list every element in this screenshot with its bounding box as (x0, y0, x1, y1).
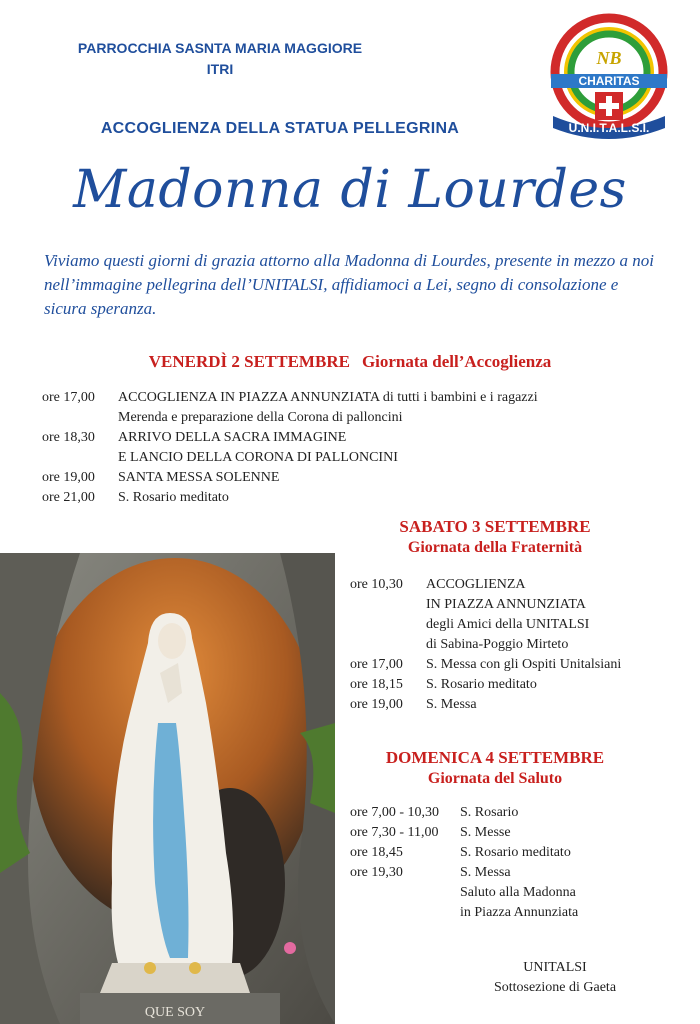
schedule-time: ore 18,45 (350, 845, 403, 860)
schedule-activity: S. Rosario meditato (426, 677, 537, 692)
schedule-activity: ARRIVO DELLA SACRA IMMAGINE (118, 430, 347, 445)
schedule-time: ore 17,00 (42, 390, 95, 405)
parish-town: ITRI (206, 61, 234, 77)
schedule-time (350, 615, 426, 635)
intro-paragraph: Viviamo questi giorni di grazia attorno alla Madonna di Lourdes, presente in mezzo a noi nell’immagine pellegrina dell’UNITALSI, affidiamoci a Lei, segno di consolazione e sicura speranza. (44, 251, 654, 318)
schedule-row (350, 903, 680, 923)
page-title: Madonna di Lourdes (73, 160, 627, 220)
schedule-activity: in Piazza Annunziata (460, 905, 579, 920)
schedule-time (42, 408, 118, 428)
friday-schedule (42, 388, 662, 508)
sunday-day: DOMENICA 4 SETTEMBRE (385, 748, 605, 767)
schedule-row (42, 448, 662, 468)
footer-org: UNITALSI (523, 960, 587, 975)
schedule-time: ore 18,30 (42, 430, 95, 445)
schedule-time: ore 21,00 (42, 490, 95, 505)
schedule-activity: S. Rosario meditato (460, 845, 571, 860)
sunday-heading (360, 748, 630, 788)
schedule-activity: Merenda e preparazione della Corona di palloncini (118, 410, 403, 425)
footer-signature (480, 958, 630, 998)
schedule-row (350, 675, 680, 695)
schedule-time (350, 883, 460, 903)
schedule-activity: S. Messa (426, 697, 477, 712)
schedule-time: ore 19,00 (350, 697, 403, 712)
saturday-theme: Giornata della Fraternità (407, 539, 583, 556)
schedule-activity: di Sabina-Poggio Mirteto (426, 637, 569, 652)
schedule-activity: ACCOGLIENZA IN PIAZZA ANNUNZIATA di tutti i bambini e i ragazzi (118, 390, 538, 405)
schedule-row (350, 615, 680, 635)
schedule-row (350, 883, 680, 903)
parish-name: PARROCCHIA SASNTA MARIA MAGGIORE (77, 40, 363, 56)
schedule-time (350, 903, 460, 923)
schedule-activity: ACCOGLIENZA (426, 577, 526, 592)
schedule-row (42, 468, 662, 488)
footer-section: Sottosezione di Gaeta (493, 980, 617, 995)
statue-inscription: QUE SOY (144, 1005, 206, 1020)
schedule-activity: SANTA MESSA SOLENNE (118, 470, 280, 485)
parish-header (40, 38, 400, 80)
schedule-activity: IN PIAZZA ANNUNZIATA (426, 597, 586, 612)
schedule-row (350, 575, 680, 595)
schedule-activity: degli Amici della UNITALSI (426, 617, 590, 632)
saturday-schedule (350, 575, 680, 715)
schedule-row (350, 655, 680, 675)
schedule-row (42, 408, 662, 428)
schedule-row (42, 388, 662, 408)
schedule-time: ore 18,15 (350, 677, 403, 692)
schedule-time (350, 595, 426, 615)
madonna-statue-icon (0, 553, 335, 1024)
schedule-row (350, 595, 680, 615)
schedule-activity: S. Messe (460, 825, 511, 840)
saturday-day: SABATO 3 SETTEMBRE (399, 517, 591, 536)
friday-theme: Giornata dell’Accoglienza (361, 352, 552, 371)
schedule-activity: E LANCIO DELLA CORONA DI PALLONCINI (118, 450, 398, 465)
schedule-activity: Saluto alla Madonna (460, 885, 576, 900)
friday-day: VENERDÌ 2 SETTEMBRE (148, 352, 350, 371)
logo-bottom-text: U.N.I.T.A.L.S.I. (568, 121, 650, 135)
schedule-time (42, 448, 118, 468)
logo-monogram: NB (596, 48, 622, 68)
friday-heading (40, 352, 660, 372)
schedule-time: ore 7,30 - 11,00 (350, 825, 439, 840)
event-subtitle: ACCOGLIENZA DELLA STATUA PELLEGRINA (100, 120, 460, 137)
schedule-activity: S. Messa con gli Ospiti Unitalsiani (426, 657, 622, 672)
schedule-row (350, 863, 680, 883)
schedule-activity: S. Messa (460, 865, 511, 880)
schedule-time: ore 19,00 (42, 470, 95, 485)
sunday-schedule (350, 803, 680, 923)
schedule-time: ore 17,00 (350, 657, 403, 672)
schedule-row (350, 635, 680, 655)
saturday-heading (360, 517, 630, 557)
sunday-theme: Giornata del Saluto (427, 770, 563, 787)
schedule-row (42, 428, 662, 448)
unitalsi-logo-icon (545, 12, 673, 140)
schedule-row (350, 823, 680, 843)
schedule-activity: S. Rosario meditato (118, 490, 229, 505)
schedule-row (350, 695, 680, 715)
schedule-activity: S. Rosario (460, 805, 519, 820)
schedule-time: ore 10,30 (350, 577, 403, 592)
logo-band-text: CHARITAS (578, 74, 640, 88)
schedule-time (350, 635, 426, 655)
schedule-time: ore 19,30 (350, 865, 403, 880)
schedule-row (350, 803, 680, 823)
schedule-row (350, 843, 680, 863)
schedule-row (42, 488, 662, 508)
schedule-time: ore 7,00 - 10,30 (350, 805, 440, 820)
